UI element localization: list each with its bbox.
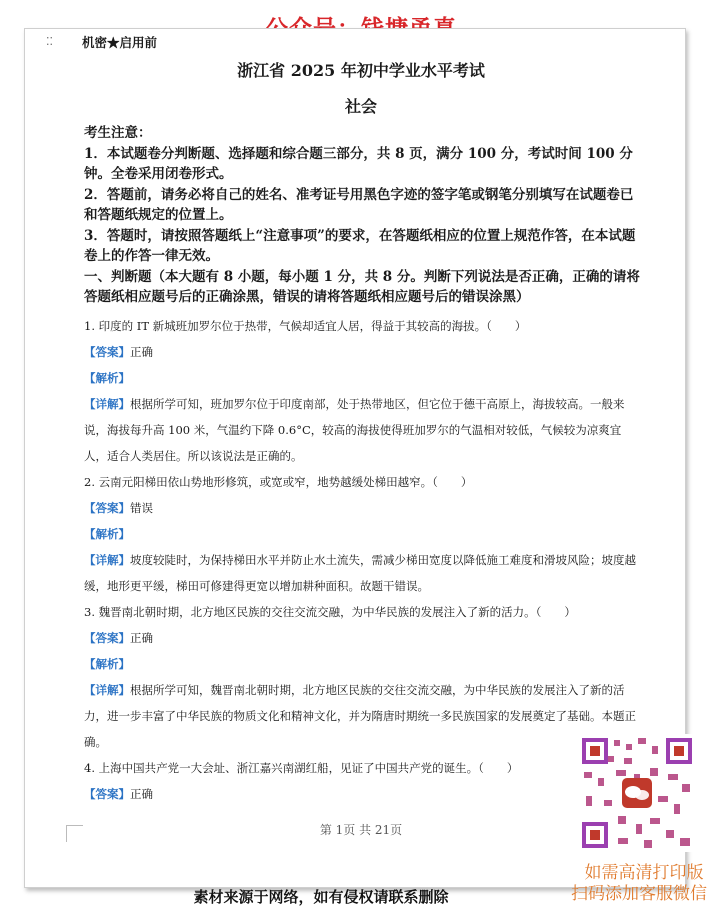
detail-tag: 【详解】 xyxy=(84,553,130,567)
note-item: 2．答题前，请务必将自己的姓名、准考证号用黑色字迹的签字笔或钢笔分别填写在试题卷已和答题纸规定的位置上。 xyxy=(84,186,634,223)
detail-text: 根据所学可知，班加罗尔位于印度南部，处于热带地区，但它位于德干高原上，海拔较高。一般来说，海拔每升高 100 米，气温约下降 0.6°C，较高的海拔使得班加罗尔的气温相对较低，气候较为凉爽宜人，适合人类居住。所以该说法是正确的。 xyxy=(84,397,625,463)
note-item: 3．答题时，请按照答题纸上“注意事项”的要求，在答题纸相应的位置上规范作答，在本试题卷上的作答一律无效。 xyxy=(84,227,636,264)
question-list xyxy=(84,313,644,807)
secret-label: 机密★启用前 xyxy=(82,35,158,50)
answer-tag: 【答案】 xyxy=(84,501,130,515)
answer-line xyxy=(84,781,644,807)
answer-tag: 【答案】 xyxy=(84,631,130,645)
analysis-line xyxy=(84,365,644,391)
answer-tag: 【答案】 xyxy=(84,345,130,359)
question-text: 2. 云南元阳梯田依山势地形修筑，或宽或窄，地势越缓处梯田越窄。（ ） xyxy=(84,475,473,489)
detail-text: 根据所学可知，魏晋南北朝时期，北方地区民族的交往交流交融，为中华民族的发展注入了新的活力，进一步丰富了中华民族的物质文化和精神文化，并为隋唐时期统一多民族国家的发展奠定了基础。本题正确。 xyxy=(84,683,636,749)
detail-tag: 【详解】 xyxy=(84,683,130,697)
drag-handle-icon[interactable]: ⁚⁚ xyxy=(46,35,53,48)
detail-line xyxy=(84,391,644,469)
page-number: 第 1页 共 21页 xyxy=(319,823,403,837)
promo-line-1: 如需高清打印版 xyxy=(584,863,704,883)
analysis-tag: 【解析】 xyxy=(84,527,130,541)
exam-subject: 社会 xyxy=(344,97,377,116)
analysis-line xyxy=(84,651,644,677)
question-text: 4. 上海中国共产党一大会址、浙江嘉兴南湖红船，见证了中国共产党的诞生。（ ） xyxy=(84,761,519,775)
answer-value: 正确 xyxy=(130,345,153,359)
answer-tag: 【答案】 xyxy=(84,787,130,801)
promo-line-2: 扫码添加客服微信 xyxy=(571,884,707,904)
analysis-tag: 【解析】 xyxy=(84,371,130,385)
analysis-line xyxy=(84,521,644,547)
analysis-tag: 【解析】 xyxy=(84,657,130,671)
detail-text: 坡度较陡时，为保持梯田水平并防止水土流失，需减少梯田宽度以降低施工难度和滑坡风险；坡度越缓，地形更平缓，梯田可修建得更宽以增加耕种面积。故题干错误。 xyxy=(84,553,636,593)
section-heading: 一、判断题（本大题有 8 小题，每小题 1 分，共 8 分。判断下列说法是否正确，正确的请将答题纸相应题号后的正确涂黑，错误的请将答题纸相应题号后的错误涂黑） xyxy=(84,268,640,305)
answer-line xyxy=(84,495,644,521)
exam-title: 浙江省 2025 年初中学业水平考试 xyxy=(237,61,485,80)
question-text: 3. 魏晋南北朝时期，北方地区民族的交往交流交融，为中华民族的发展注入了新的活力。（ ） xyxy=(84,605,576,619)
exam-notes xyxy=(84,123,644,308)
detail-line xyxy=(84,547,644,599)
answer-value: 错误 xyxy=(130,501,153,515)
answer-line xyxy=(84,625,644,651)
question-text: 1. 印度的 IT 新城班加罗尔位于热带，气候却适宜人居，得益于其较高的海拔。（ ） xyxy=(84,319,527,333)
qr-code-icon xyxy=(578,734,696,852)
wechat-qr-icon xyxy=(578,734,696,852)
note-item: 1．本试题卷分判断题、选择题和综合题三部分，共 8 页，满分 100 分，考试时间 100 分钟。全卷采用闭卷形式。 xyxy=(84,145,633,182)
answer-value: 正确 xyxy=(130,787,153,801)
answer-line xyxy=(84,339,644,365)
disclaimer-text: 素材来源于网络，如有侵权请联系删除 xyxy=(193,888,449,906)
notes-heading: 考生注意： xyxy=(84,125,152,141)
answer-value: 正确 xyxy=(130,631,153,645)
detail-tag: 【详解】 xyxy=(84,397,130,411)
detail-line xyxy=(84,677,644,755)
